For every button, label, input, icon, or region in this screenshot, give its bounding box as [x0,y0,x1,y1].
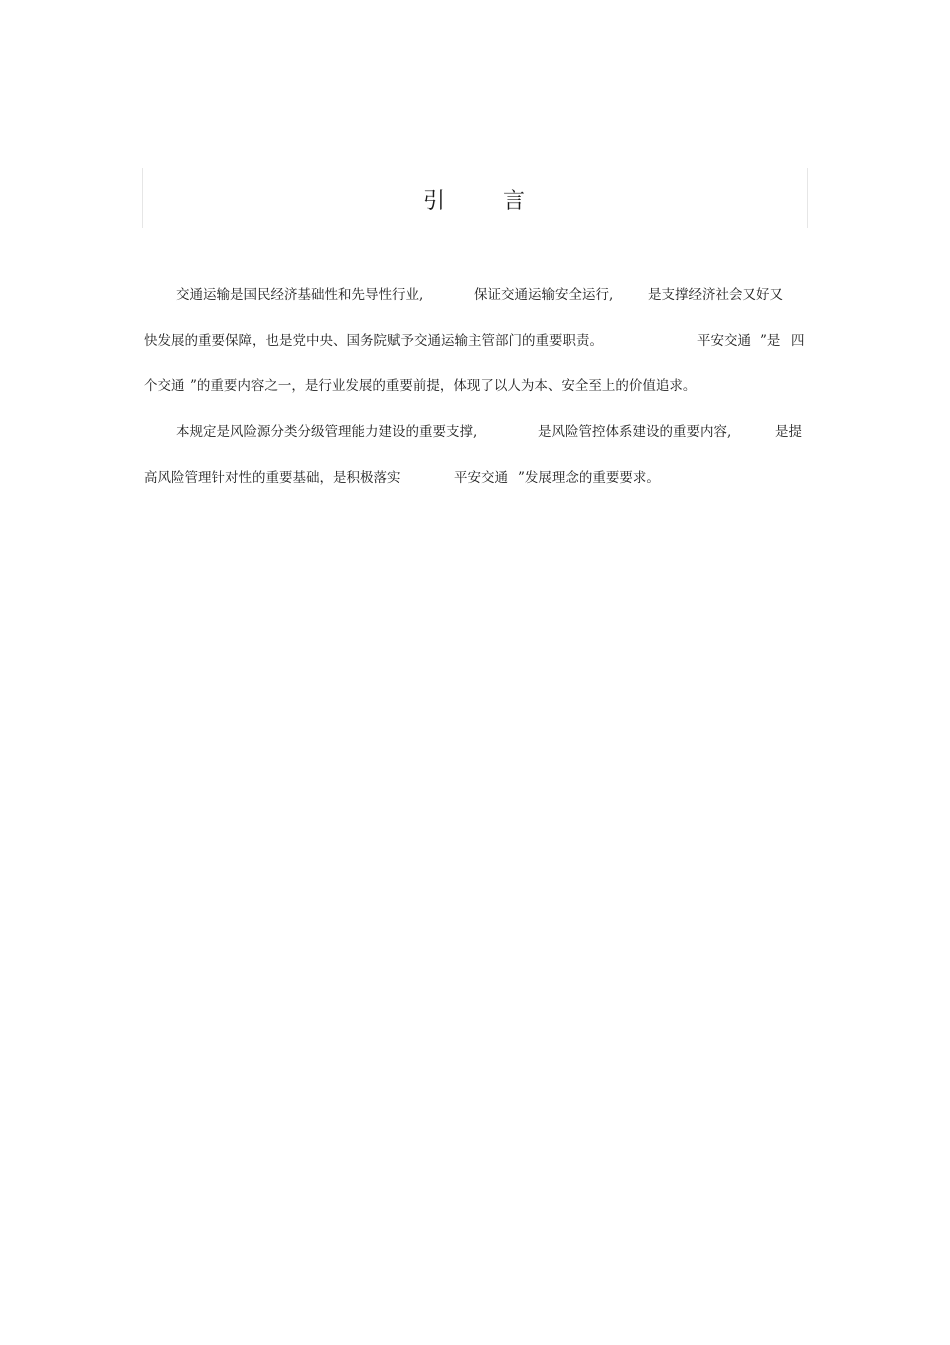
heading-box [142,168,808,228]
p1-line2-part-b: 平安交通 [697,333,751,349]
p1-line1-part-b: 保证交通运输安全运行, [474,287,614,303]
p1-line1-part-c: 是支撑经济社会又好又 [648,287,783,303]
p1-line2-part-d: 四 [791,333,805,349]
p2-line1-part-a: 本规定是风险源分类分级管理能力建设的重要支撑, [176,424,478,440]
p1-line2-part-a: 快发展的重要保障，也是党中央、国务院赋予交通运输主管部门的重要职责。 [144,333,603,349]
p2-line2-part-b: 平安交通 [454,470,508,486]
title-char-1: 引 [422,189,447,214]
page-title [143,184,807,215]
p1-line3-part-a: 个交通 [144,378,185,394]
p1-line3-part-b: ”的重要内容之一，是行业发展的重要前提，体现了以人为本、安全至上的价值追求。 [190,378,697,394]
p2-line1-part-c: 是提 [775,424,802,440]
p1-line2-part-c: ”是 [760,333,781,349]
p2-line2-part-c: ”发展理念的重要要求。 [518,470,660,486]
p2-line1-part-b: 是风险管控体系建设的重要内容, [538,424,732,440]
p1-line1-part-a: 交通运输是国民经济基础性和先导性行业, [176,287,424,303]
p2-line2-part-a: 高风险管理针对性的重要基础，是积极落实 [144,470,401,486]
title-char-2: 言 [503,189,528,214]
